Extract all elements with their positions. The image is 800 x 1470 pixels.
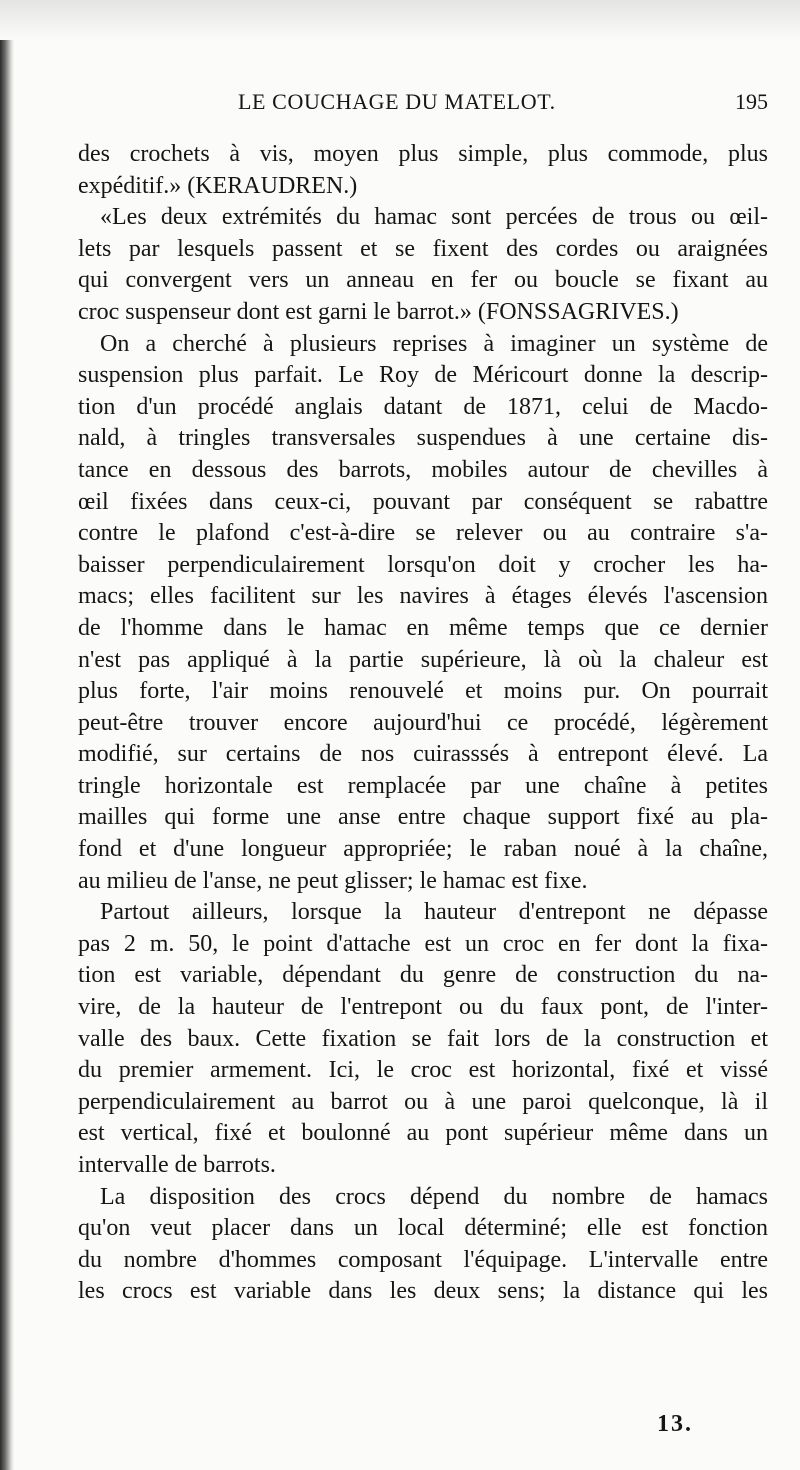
text-line: croc suspenseur dont est garni le barrot.» (FONSSAGRIVES.) <box>78 298 679 325</box>
scan-top-shadow <box>0 0 800 40</box>
text-line: nald, à tringles transversales suspendues à une certaine dis- <box>78 425 768 452</box>
text-line: La disposition des crocs dépend du nombre de hamacs <box>100 1183 768 1210</box>
text-line: mailles qui forme une anse entre chaque support fixé au pla- <box>78 804 768 831</box>
text-line: fond et d'une longueur appropriée; le raban noué à la chaîne, <box>78 836 768 863</box>
text-line: des crochets à vis, moyen plus simple, plus commode, plus <box>78 141 768 167</box>
text-line: tance en dessous des barrots, mobiles autour de chevilles à <box>78 456 768 483</box>
text-line: modifié, sur certains de nos cuirasssés à entrepont élevé. La <box>78 741 768 768</box>
text-line: du nombre d'hommes composant l'équipage. L'intervalle entre <box>78 1246 768 1273</box>
text-line: valle des baux. Cette fixation se fait lors de la construction et <box>78 1025 768 1052</box>
text-line: macs; elles facilitent sur les navires à étages élevés l'ascension <box>78 583 768 610</box>
scan-binding-edge <box>0 0 14 1470</box>
text-line: plus forte, l'air moins renouvelé et moins pur. On pourrait <box>78 678 768 705</box>
running-head: LE COUCHAGE DU MATELOT. <box>238 89 556 114</box>
text-line: tion est variable, dépendant du genre de construction du na- <box>78 962 768 989</box>
body-text <box>78 139 768 1308</box>
text-line: de l'homme dans le hamac en même temps que ce dernier <box>78 614 768 641</box>
text-line: On a cherché à plusieurs reprises à imaginer un système de <box>100 330 768 357</box>
text-line: tion d'un procédé anglais datant de 1871, celui de Macdo- <box>78 393 768 420</box>
text-line: suspension plus parfait. Le Roy de Méricourt donne la descrip- <box>78 362 768 389</box>
text-line: n'est pas appliqué à la partie supérieure, là où la chaleur est <box>78 646 768 673</box>
text-line: intervalle de barrots. <box>78 1152 276 1178</box>
text-line: est vertical, fixé et boulonné au pont supérieur même dans un <box>78 1120 768 1147</box>
text-line: perpendiculairement au barrot ou à une paroi quelconque, là il <box>78 1088 768 1115</box>
text-line: tringle horizontale est remplacée par une chaîne à petites <box>78 772 768 799</box>
text-line: œil fixées dans ceux-ci, pouvant par conséquent se rabattre <box>78 488 768 515</box>
signature-mark: 13. <box>657 1411 693 1437</box>
text-line: contre le plafond c'est-à-dire se relever ou au contraire s'a- <box>78 520 768 547</box>
text-line: du premier armement. Ici, le croc est horizontal, fixé et vissé <box>78 1057 768 1084</box>
text-line: expéditif.» (KERAUDREN.) <box>78 172 358 199</box>
text-line: peut-être trouver encore aujourd'hui ce procédé, légèrement <box>78 709 768 736</box>
text-line: au milieu de l'anse, ne peut glisser; le hamac est fixe. <box>78 867 588 894</box>
text-line: «Les deux extrémités du hamac sont percées de trous ou œil- <box>100 204 768 231</box>
page-header <box>78 89 768 119</box>
text-line: lets par lesquels passent et se fixent des cordes ou araignées <box>78 235 768 262</box>
text-line: qui convergent vers un anneau en fer ou boucle se fixant au <box>78 267 768 294</box>
text-line: les crocs est variable dans les deux sens; la distance qui les <box>78 1278 768 1305</box>
page-number: 195 <box>735 89 768 114</box>
text-line: baisser perpendiculairement lorsqu'on doit y crocher les ha- <box>78 551 768 578</box>
text-line: qu'on veut placer dans un local déterminé; elle est fonction <box>78 1215 768 1242</box>
text-line: vire, de la hauteur de l'entrepont ou du faux pont, de l'inter- <box>78 994 768 1021</box>
text-line: pas 2 m. 50, le point d'attache est un croc en fer dont la fixa- <box>78 930 768 957</box>
text-line: Partout ailleurs, lorsque la hauteur d'entrepont ne dépasse <box>100 899 768 926</box>
